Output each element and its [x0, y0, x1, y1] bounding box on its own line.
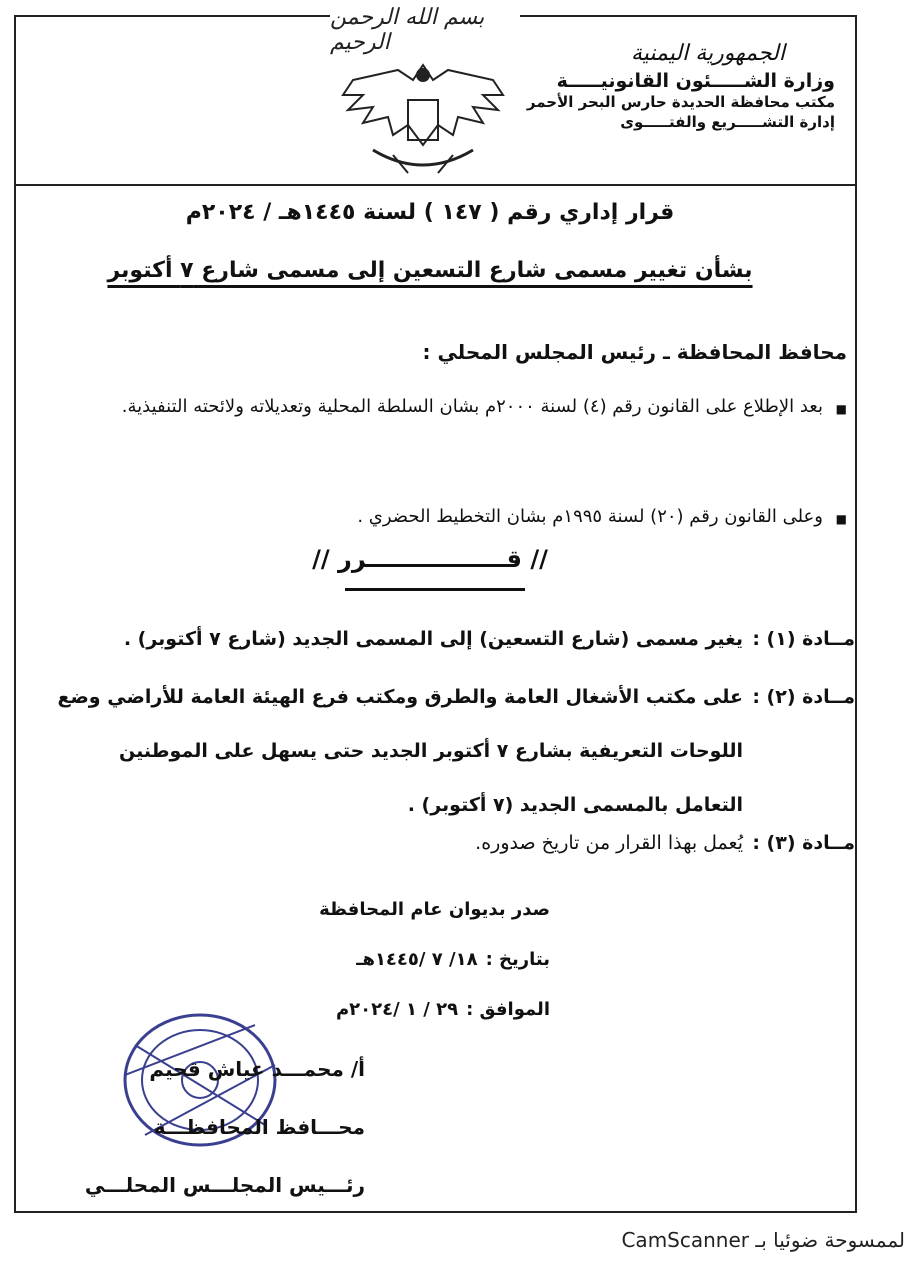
- preamble-text: بعد الإطلاع على القانون رقم (٤) لسنة ٢٠٠٠م بشان السلطة المحلية وتعديلاته ولائحته التنفيذية.: [121, 396, 823, 417]
- addressee: محافظ المحافظة ـ رئيس المجلس المحلي :: [422, 340, 847, 364]
- bismillah: بسم الله الرحمن الرحيم: [330, 0, 520, 60]
- issued-place: صدر بديوان عام المحافظة: [319, 899, 550, 920]
- gregorian-date: ٢٩ / ١ /٢٠٢٤م: [335, 999, 459, 1020]
- article-text: يُعمل بهذا القرار من تاريخ صدوره.: [475, 832, 743, 854]
- article-text: على مكتب الأشغال العامة والطرق ومكتب فرع الهيئة العامة للأراضي وضع اللوحات التعريفية بشارع ٧ أكتوبر الجديد حتى يسهل على الموطنين التعامل بالمسمى الجديد (٧ أكتوبر) .: [57, 686, 743, 816]
- department-name: إدارة التشـــــريع والفتـــــوى: [620, 112, 835, 131]
- decision-subject: بشأن تغيير مسمى شارع التسعين إلى مسمى شارع ٧ أكتوبر: [107, 258, 753, 283]
- date-label: بتاريخ :: [485, 949, 550, 970]
- corresponding-label: الموافق :: [466, 999, 550, 1020]
- article-label: مــادة (٢) :: [752, 686, 855, 708]
- scanner-watermark: لممسوحة ضوئيا بـ CamScanner: [621, 1228, 905, 1252]
- decided-underline: [345, 588, 525, 591]
- decided-heading: // قـــــــــــــــــرر //: [312, 545, 548, 573]
- article-label: مــادة (٣) :: [752, 832, 855, 854]
- signatory-title: رئـــيس المجلـــس المحلـــي: [84, 1173, 365, 1197]
- preamble-item: [57, 490, 847, 546]
- hijri-date: ١٨/ ٧ /١٤٤٥هـ: [356, 949, 478, 970]
- article: [55, 612, 855, 666]
- article: [55, 670, 855, 832]
- signature-block: [55, 1040, 365, 1214]
- decision-title: قرار إداري رقم ( ١٤٧ ) لسنة ١٤٤٥هـ / ٢٠٢٤م: [185, 200, 675, 225]
- letterhead: [525, 40, 835, 132]
- article-label: مــادة (١) :: [752, 628, 855, 650]
- bullet-icon: ■: [835, 402, 847, 416]
- office-name: مكتب محافظة الحديدة حارس البحر الأحمر: [526, 93, 835, 112]
- hijri-date-row: [250, 935, 550, 985]
- eagle-emblem-icon: [333, 55, 513, 185]
- bullet-icon: ■: [835, 512, 847, 526]
- signatory-name: أ/ محمـــد عياش قحيم: [149, 1057, 365, 1081]
- gregorian-date-row: [250, 985, 550, 1035]
- issuance-block: [250, 885, 550, 1035]
- signatory-title: محـــافظ المحافظـــة: [153, 1115, 365, 1139]
- article-text: يغير مسمى (شارع التسعين) إلى المسمى الجديد (شارع ٧ أكتوبر) .: [123, 628, 743, 650]
- ministry-name: وزارة الشـــــئون القانونيـــــة: [556, 69, 835, 92]
- republic-name: الجمهورية اليمنية: [630, 41, 785, 66]
- preamble-item: [57, 380, 847, 436]
- article: [55, 816, 855, 870]
- preamble-text: وعلى القانون رقم (٢٠) لسنة ١٩٩٥م بشان التخطيط الحضري .: [357, 506, 823, 527]
- header-divider: [16, 184, 855, 186]
